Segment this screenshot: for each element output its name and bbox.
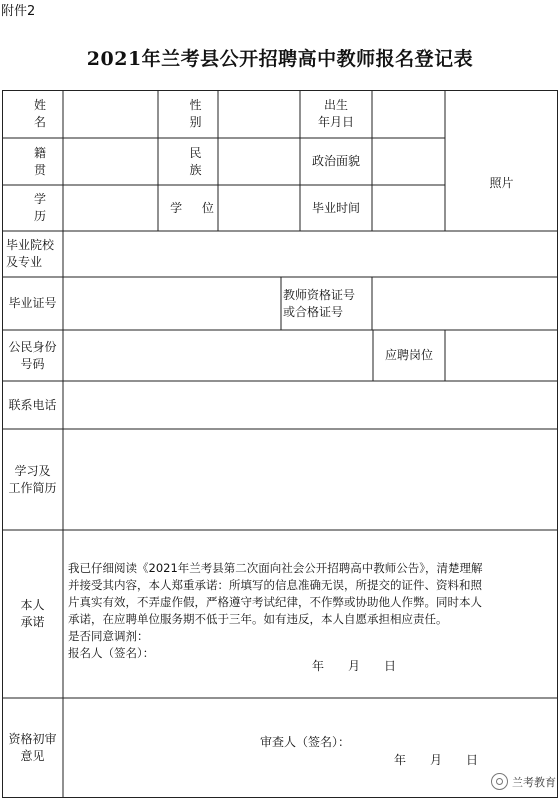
label-review: [2, 698, 63, 798]
promise-date: 年 月 日: [312, 659, 397, 673]
label-birth-line1: 出生: [323, 98, 348, 112]
label-graduation-time: 毕业时间: [311, 200, 360, 215]
label-native: 籍 贯: [33, 145, 61, 177]
label-review-line1: 资格初审: [8, 732, 57, 746]
photo-cell: 照片: [489, 176, 514, 190]
promise-line: 并接受其内容，本人郑重承诺：所填写的信息准确无误，所提交的证件、资料和照: [68, 578, 482, 592]
label-position: 应聘岗位: [384, 348, 433, 362]
label-id-line1: 公民身份: [8, 339, 57, 354]
label-school: [2, 231, 67, 277]
label-gender: 性 别: [189, 98, 217, 129]
label-resume-line1: 学习及: [14, 463, 51, 478]
label-resume: [2, 429, 63, 530]
label-resume-line2: 工作简历: [8, 480, 57, 495]
promise-line: 是否同意调剂：: [68, 629, 149, 643]
promise-line: 片真实有效，不弄虚作假，严格遵守考试纪律，不作弊或协助他人作弊。同时本人: [68, 595, 482, 609]
promise-line: 承诺，在应聘单位服务期不低于三年。如有违反，本人自愿承担相应责任。: [68, 612, 448, 626]
label-name: 姓 名: [33, 98, 61, 129]
watermark: [491, 773, 556, 790]
label-promise-line2: 承诺: [20, 615, 45, 629]
label-phone: 联系电话: [8, 397, 57, 412]
label-teacher-cert: [281, 277, 374, 330]
label-id-line2: 号码: [20, 356, 45, 371]
promise-text: [68, 560, 554, 662]
label-school-line1: 毕业院校: [6, 238, 55, 252]
wechat-icon: [491, 773, 508, 790]
label-id-number: [2, 330, 63, 381]
label-education: 学 历: [33, 192, 61, 223]
form-title: 2021年兰考县公开招聘高中教师报名登记表: [86, 48, 474, 70]
review-signer: 审查人（签名）：: [260, 735, 351, 749]
attachment-label: 附件2: [1, 4, 36, 19]
promise-line: 报名人（签名）：: [68, 646, 155, 660]
watermark-text: 兰考教育: [512, 775, 556, 789]
promise-line: 我已仔细阅读《2021年兰考县第二次面向社会公开招聘高中教师公告》，清楚理解: [68, 561, 483, 575]
label-promise-line1: 本人: [20, 598, 45, 612]
registration-form-table: [2, 90, 558, 798]
label-birth: [300, 90, 372, 138]
label-political-status: 政治面貌: [311, 154, 360, 168]
label-review-line2: 意见: [20, 749, 45, 763]
label-school-line2: 及专业: [6, 255, 43, 269]
label-degree: 学 位: [170, 200, 222, 215]
label-teacher-cert-line1: 教师资格证号: [283, 287, 356, 302]
label-teacher-cert-line2: 或合格证号: [283, 304, 344, 319]
label-ethnicity: 民 族: [189, 145, 217, 177]
label-birth-line2: 年月日: [317, 115, 354, 129]
review-date: 年 月 日: [394, 753, 479, 767]
label-graduation-cert: 毕业证号: [8, 296, 57, 310]
label-promise: [2, 530, 63, 698]
